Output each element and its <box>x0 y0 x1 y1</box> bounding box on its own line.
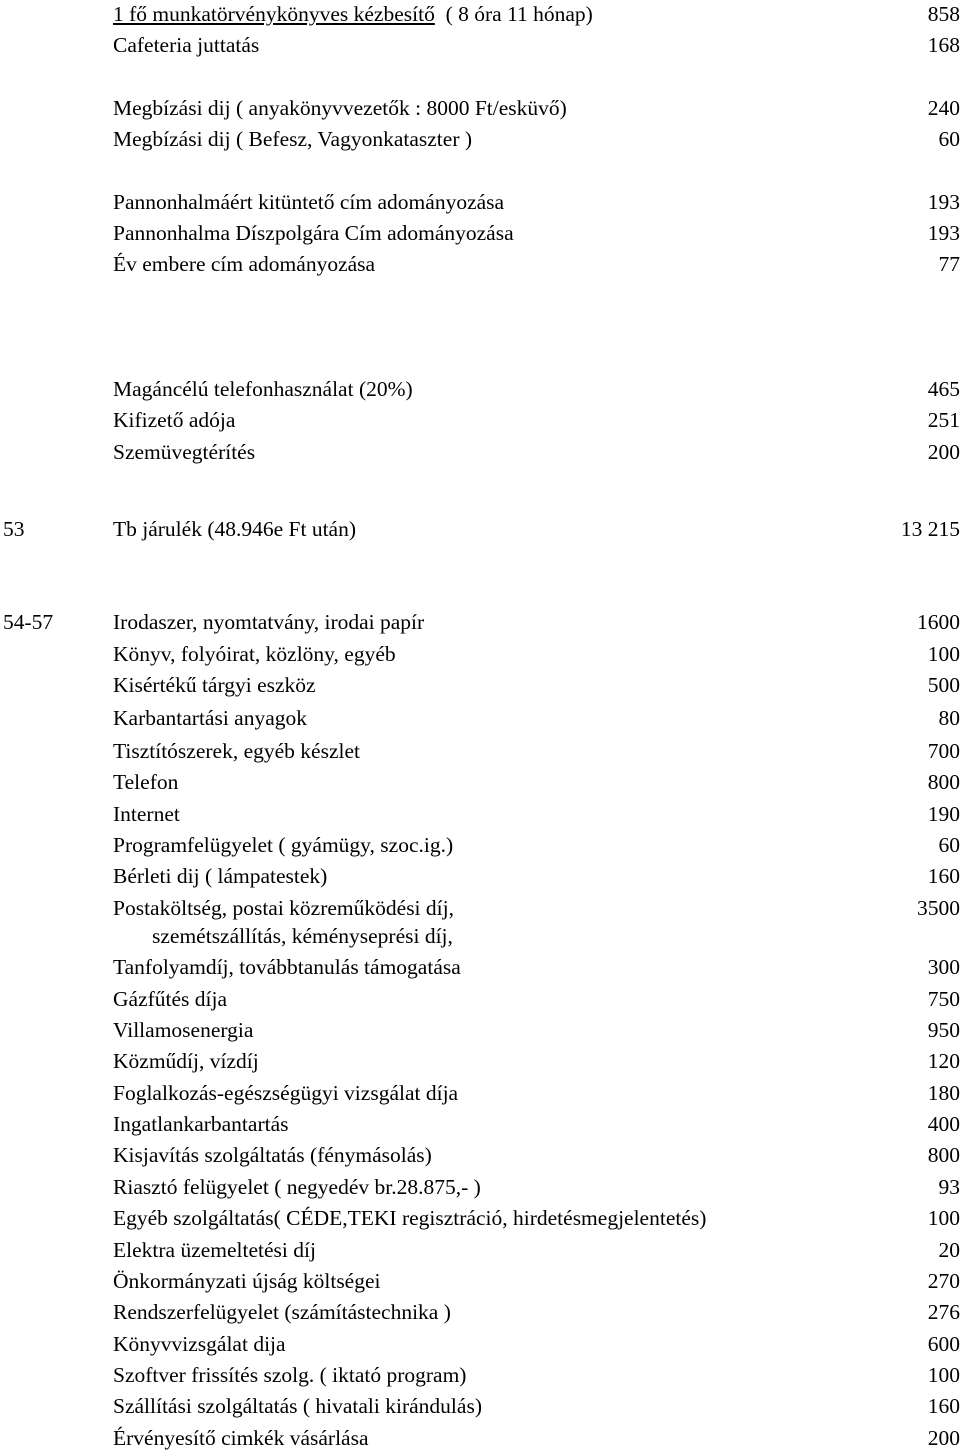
item-amount: 160 <box>927 864 960 888</box>
item-amount: 60 <box>938 833 960 857</box>
item-amount: 240 <box>927 96 960 120</box>
item-amount: 400 <box>927 1112 960 1136</box>
item-label: Magáncélú telefonhasználat (20%) <box>113 377 413 401</box>
list-item <box>0 1110 960 1138</box>
item-label: Elektra üzemeltetési díj <box>113 1238 316 1262</box>
item-label: Riasztó felügyelet ( negyedév br.28.875,- ) <box>113 1175 481 1199</box>
item-amount: 120 <box>927 1049 960 1073</box>
item-amount: 600 <box>927 1332 960 1356</box>
item-label: Bérleti dij ( lámpatestek) <box>113 864 328 888</box>
item-label: Cafeteria juttatás <box>113 33 260 57</box>
item-label: Tanfolyamdíj, továbbtanulás támogatása <box>113 955 461 979</box>
item-link[interactable]: 1 fő munkatörvénykönyves kézbesítő <box>113 2 435 26</box>
item-label: Gázfűtés díja <box>113 987 228 1011</box>
list-item <box>0 953 960 981</box>
item-amount: 168 <box>927 33 960 57</box>
item-amount: 700 <box>927 739 960 763</box>
list-item <box>0 831 960 859</box>
item-amount: 180 <box>927 1081 960 1105</box>
list-item-continuation <box>0 922 960 950</box>
list-item <box>0 1079 960 1107</box>
list-item <box>0 985 960 1013</box>
list-item <box>0 768 960 796</box>
item-label: Kisértékű tárgyi eszköz <box>113 673 316 697</box>
list-item <box>0 1204 960 1232</box>
item-amount: 60 <box>938 127 960 151</box>
list-item <box>0 250 960 278</box>
item-label: Tisztítószerek, egyéb készlet <box>113 739 360 763</box>
item-amount: 190 <box>927 802 960 826</box>
item-amount: 270 <box>927 1269 960 1293</box>
list-item <box>0 1298 960 1326</box>
item-label: Könyv, folyóirat, közlöny, egyéb <box>113 642 396 666</box>
item-label: Programfelügyelet ( gyámügy, szoc.ig.) <box>113 833 454 857</box>
item-label: Karbantartási anyagok <box>113 706 308 730</box>
item-amount: 100 <box>927 1206 960 1230</box>
item-amount: 276 <box>927 1300 960 1324</box>
item-amount: 800 <box>927 770 960 794</box>
item-amount: 200 <box>927 1426 960 1450</box>
item-amount: 800 <box>927 1143 960 1167</box>
list-item <box>0 1016 960 1044</box>
item-amount: 500 <box>927 673 960 697</box>
list-item <box>0 704 960 732</box>
item-amount: 465 <box>927 377 960 401</box>
list-item <box>0 219 960 247</box>
item-label: Foglalkozás-egészségügyi vizsgálat díja <box>113 1081 459 1105</box>
list-item <box>0 125 960 153</box>
item-amount: 77 <box>938 252 960 276</box>
item-amount: 858 <box>927 2 960 26</box>
list-item <box>0 737 960 765</box>
list-item <box>0 671 960 699</box>
item-label: Megbízási dij ( Befesz, Vagyonkataszter ) <box>113 127 473 151</box>
list-item <box>0 0 960 28</box>
item-label: Kisjavítás szolgáltatás (fénymásolás) <box>113 1143 432 1167</box>
item-label: Szállítási szolgáltatás ( hivatali kirándulás) <box>113 1394 482 1418</box>
list-item <box>0 1173 960 1201</box>
item-label: Postaköltség, postai közreműködési díj, <box>113 896 454 920</box>
item-amount: 13 215 <box>900 517 960 541</box>
item-label: Rendszerfelügyelet (számítástechnika ) <box>113 1300 451 1324</box>
item-label: Érvényesítő cimkék vásárlása <box>113 1426 369 1450</box>
list-item <box>0 1361 960 1389</box>
list-item <box>0 188 960 216</box>
list-item <box>0 1424 960 1452</box>
list-item <box>0 1047 960 1075</box>
item-amount: 100 <box>927 1363 960 1387</box>
item-label: Tb járulék (48.946e Ft után) <box>113 517 357 541</box>
item-amount: 251 <box>927 408 960 432</box>
item-amount: 100 <box>927 642 960 666</box>
item-amount: 193 <box>927 221 960 245</box>
list-item <box>0 406 960 434</box>
item-amount: 193 <box>927 190 960 214</box>
item-label: Pannonhalmáért kitüntető cím adományozása <box>113 190 505 214</box>
item-label: Internet <box>113 802 180 826</box>
item-label: Közműdíj, vízdíj <box>113 1049 259 1073</box>
item-code: 54-57 <box>3 610 54 634</box>
item-label: Irodaszer, nyomtatvány, irodai papír <box>113 610 425 634</box>
item-label: Év embere cím adományozása <box>113 252 376 276</box>
item-label: Kifizető adója <box>113 408 236 432</box>
list-item <box>0 894 960 922</box>
item-amount: 750 <box>927 987 960 1011</box>
item-label: Ingatlankarbantartás <box>113 1112 289 1136</box>
item-label: Szemüvegtérítés <box>113 440 256 464</box>
list-item <box>0 862 960 890</box>
list-item <box>0 1392 960 1420</box>
list-item <box>0 800 960 828</box>
list-item <box>0 640 960 668</box>
list-item <box>0 375 960 403</box>
list-item <box>0 1141 960 1169</box>
item-amount: 80 <box>938 706 960 730</box>
list-item <box>0 438 960 466</box>
list-item <box>0 31 960 59</box>
item-label: 1 fő munkatörvénykönyves kézbesítő ( 8 óra 11 hónap) <box>113 2 593 26</box>
item-label: Önkormányzati újság költségei <box>113 1269 381 1293</box>
list-item <box>0 94 960 122</box>
list-item <box>0 1236 960 1264</box>
item-amount: 20 <box>938 1238 960 1262</box>
list-item <box>0 515 960 543</box>
item-amount: 1600 <box>917 610 960 634</box>
item-code: 53 <box>3 517 25 541</box>
item-label: Pannonhalma Díszpolgára Cím adományozása <box>113 221 514 245</box>
item-label: Telefon <box>113 770 179 794</box>
item-label-continuation: szemétszállítás, kéményseprési díj, <box>152 924 453 948</box>
item-label: Könyvvizsgálat dija <box>113 1332 286 1356</box>
item-amount: 160 <box>927 1394 960 1418</box>
list-item <box>0 1267 960 1295</box>
item-label: Egyéb szolgáltatás( CÉDE,TEKI regisztráció, hirdetésmegjelentetés) <box>113 1206 707 1230</box>
item-amount: 200 <box>927 440 960 464</box>
item-amount: 3500 <box>917 896 960 920</box>
item-amount: 300 <box>927 955 960 979</box>
list-item <box>0 608 960 636</box>
item-amount: 93 <box>938 1175 960 1199</box>
list-item <box>0 1330 960 1358</box>
item-amount: 950 <box>927 1018 960 1042</box>
item-label: Megbízási dij ( anyakönyvvezetők : 8000 Ft/esküvő) <box>113 96 567 120</box>
item-label: Villamosenergia <box>113 1018 254 1042</box>
item-label: Szoftver frissítés szolg. ( iktató program) <box>113 1363 467 1387</box>
